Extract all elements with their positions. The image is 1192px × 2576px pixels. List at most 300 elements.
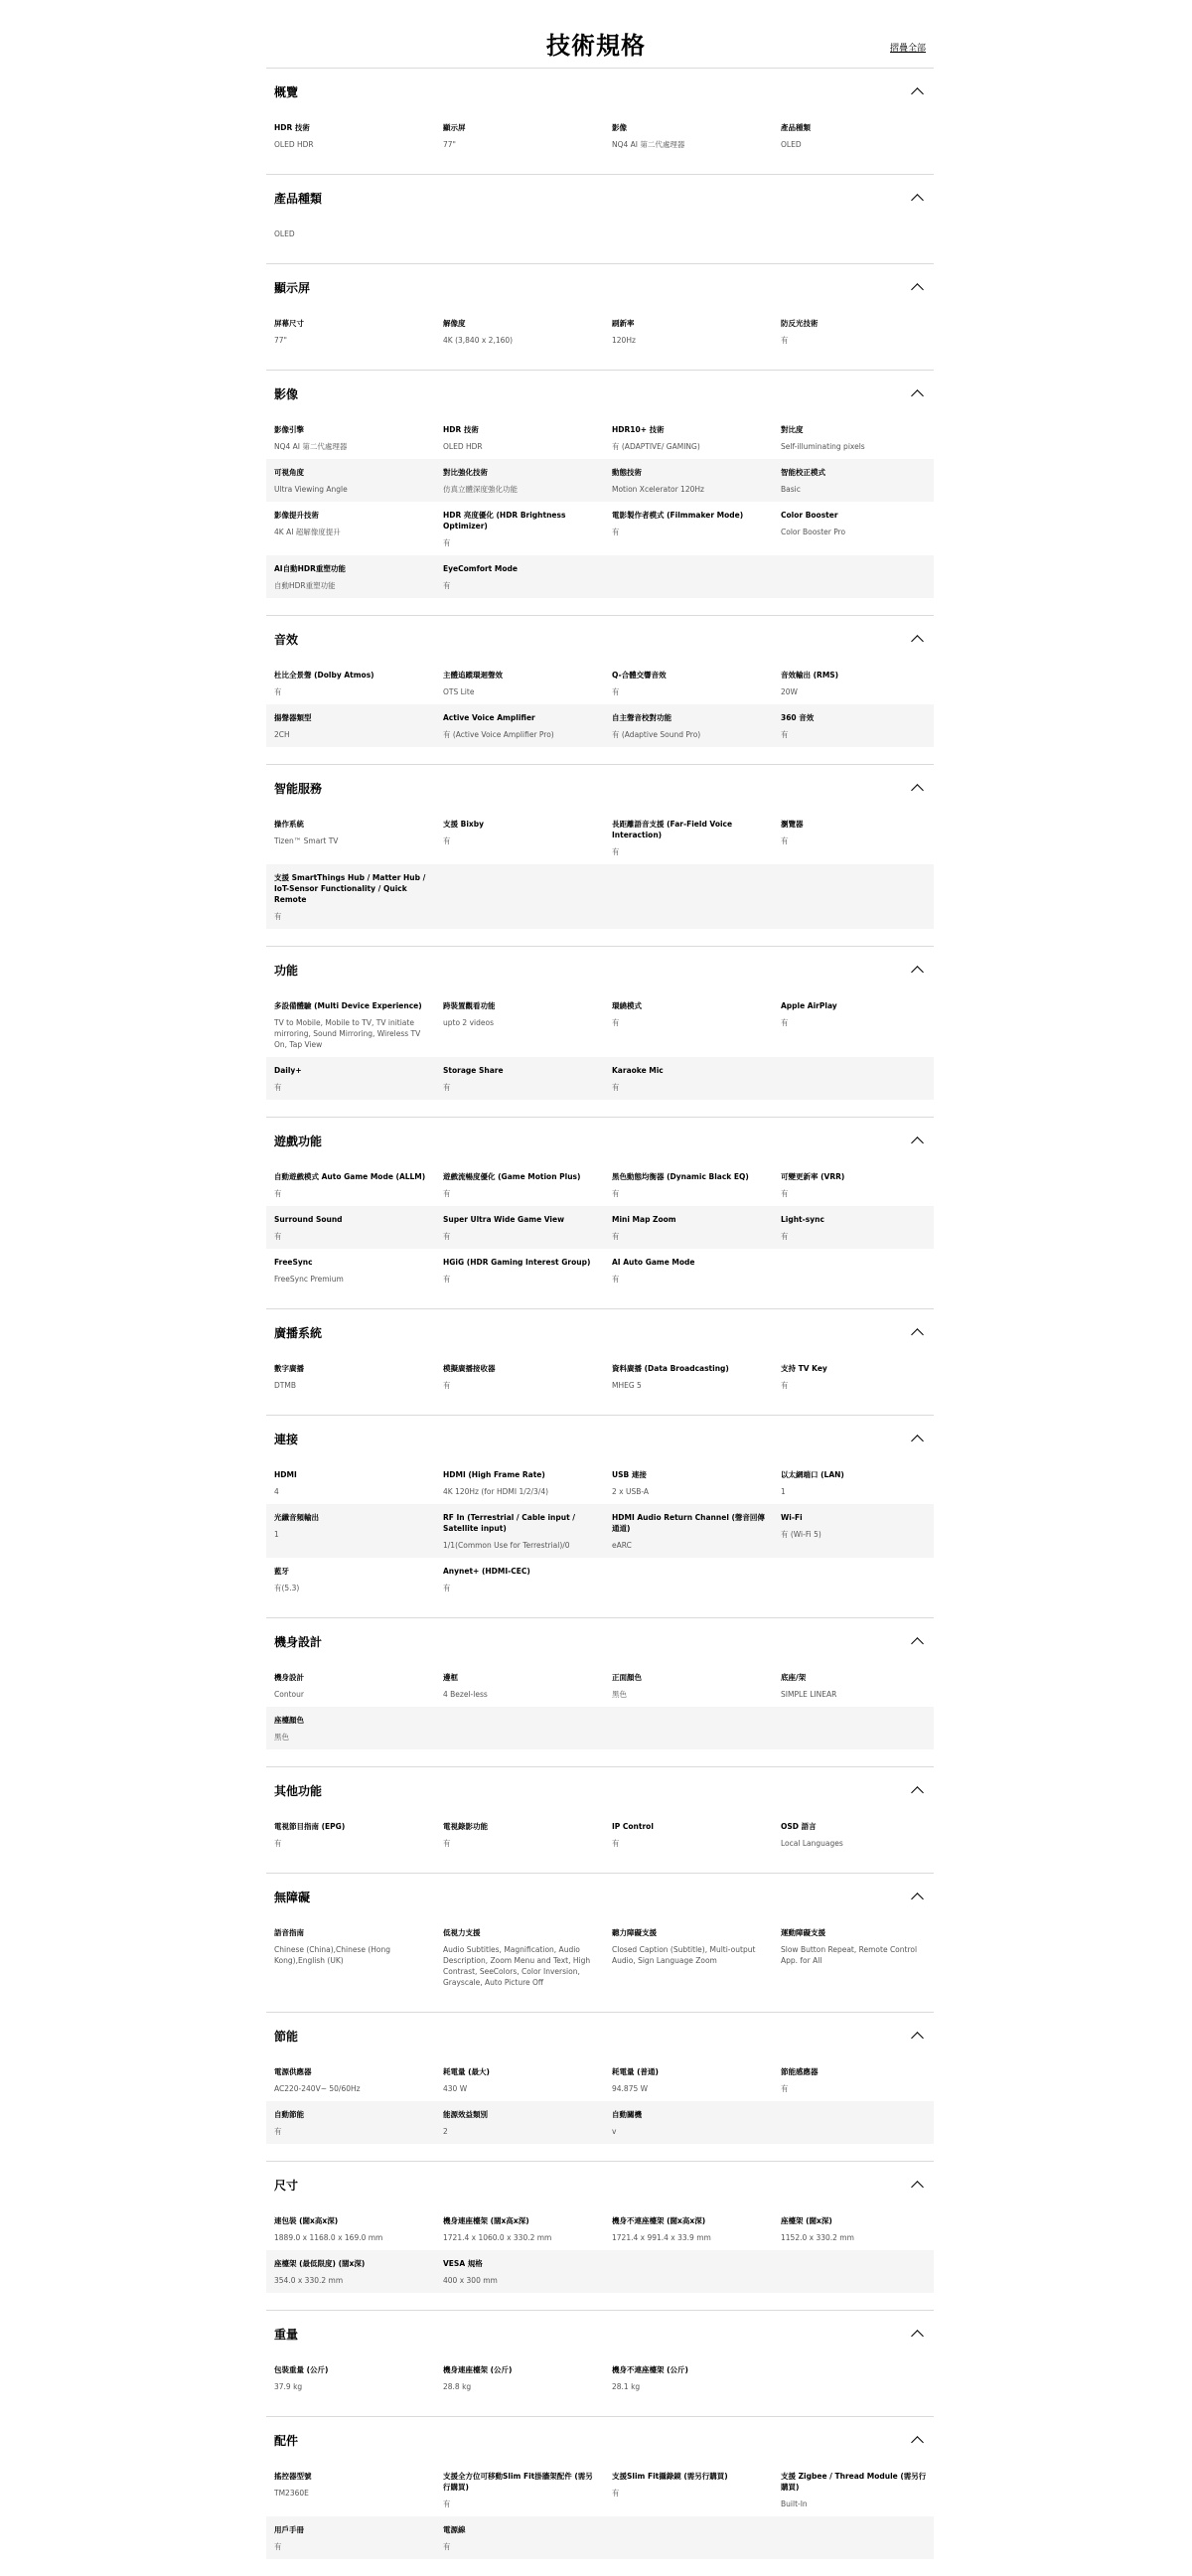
section-body (266, 114, 934, 174)
spec-label: 連包裝 (闊x高x深) (274, 2216, 339, 2225)
section-header[interactable] (266, 947, 934, 992)
spec-item (612, 318, 781, 346)
spec-value: Color Booster Pro (781, 528, 846, 536)
section-title: 連接 (274, 1432, 299, 1446)
spec-item (274, 1000, 443, 1050)
spec-value: 有 (781, 1381, 789, 1390)
spec-item (274, 1566, 443, 1593)
spec-value: 有 (Active Voice Amplifier Pro) (443, 730, 554, 739)
chevron-up-icon[interactable] (911, 283, 924, 296)
spec-item (274, 712, 443, 740)
spec-label: 電源供應器 (274, 2067, 312, 2076)
section-header[interactable] (266, 69, 934, 114)
page-title: 技術規格 (546, 32, 646, 60)
spec-section (266, 263, 934, 370)
spec-item (443, 1171, 612, 1199)
spec-item (781, 819, 942, 857)
spec-value: 1152.0 x 330.2 mm (781, 2233, 854, 2242)
spec-value: 77" (274, 336, 287, 345)
spec-label: 機身設計 (274, 1673, 304, 1682)
spec-value: 有 (274, 912, 282, 921)
spec-value: Closed Caption (Subtitle), Multi-output Audio, Sign Language Zoom (612, 1945, 756, 1965)
spec-label: EyeComfort Mode (443, 564, 518, 573)
section-body (266, 811, 934, 946)
spec-value: 有 (781, 336, 789, 345)
section-title: 顯示屏 (274, 280, 311, 295)
spec-value: OTS Lite (443, 687, 475, 696)
spec-value: 有 (443, 1839, 451, 1848)
spec-value: Ultra Viewing Angle (274, 485, 348, 494)
spec-label: 長距離語音支援 (Far-Field Voice Interaction) (612, 820, 733, 839)
spec-value: 有 (274, 2127, 282, 2136)
chevron-up-icon[interactable] (911, 1893, 924, 1905)
spec-value: 有 (612, 1018, 620, 1027)
spec-label: FreeSync (274, 1258, 313, 1267)
spec-item (612, 467, 781, 495)
spec-item (274, 1171, 443, 1199)
spec-item (443, 1927, 612, 1988)
spec-item (443, 1000, 612, 1050)
spec-label: HDR 亮度優化 (HDR Brightness Optimizer) (443, 511, 566, 530)
spec-value: 有 (Adaptive Sound Pro) (612, 730, 701, 739)
spec-item (612, 2364, 781, 2392)
section-body (266, 1461, 934, 1617)
spec-item (781, 1171, 942, 1199)
spec-section (266, 1766, 934, 1873)
spec-label: HGiG (HDR Gaming Interest Group) (443, 1258, 591, 1267)
chevron-up-icon[interactable] (911, 2330, 924, 2343)
spec-label: AI Auto Game Mode (612, 1258, 695, 1267)
spec-label: 搖控器型號 (274, 2472, 312, 2481)
spec-value: DTMB (274, 1381, 296, 1390)
spec-item (274, 2109, 443, 2137)
spec-item (612, 1214, 781, 1242)
spec-item (274, 819, 443, 857)
spec-item (612, 510, 781, 548)
spec-item (443, 1363, 612, 1391)
spec-value: 有 (781, 730, 789, 739)
chevron-up-icon[interactable] (911, 2032, 924, 2045)
section-header[interactable] (266, 2013, 934, 2058)
spec-value: 有 (443, 2500, 451, 2508)
section-header[interactable] (266, 1416, 934, 1461)
spec-item (612, 712, 781, 740)
spec-row (266, 1813, 934, 1856)
spec-value: 28.8 kg (443, 2382, 472, 2391)
spec-item (274, 467, 443, 495)
spec-item (781, 712, 942, 740)
section-body (266, 221, 934, 263)
spec-label: 電影製作者模式 (Filmmaker Mode) (612, 511, 744, 520)
spec-item (274, 228, 443, 239)
spec-value: OLED HDR (443, 442, 483, 451)
spec-value: OLED (274, 229, 295, 238)
spec-item (274, 1715, 443, 1743)
spec-label: 模擬廣播接收器 (443, 1364, 496, 1373)
spec-label: 屏幕尺寸 (274, 319, 304, 328)
spec-label: Super Ultra Wide Game View (443, 1215, 565, 1224)
spec-value: 有 (612, 528, 620, 536)
chevron-up-icon[interactable] (911, 87, 924, 100)
spec-section (266, 1308, 934, 1415)
collapse-all-link[interactable]: 摺疊全部 (889, 44, 926, 54)
section-header[interactable] (266, 2417, 934, 2463)
section-title: 智能服務 (274, 781, 323, 796)
spec-label: 環繞模式 (612, 1001, 642, 1010)
section-title: 功能 (274, 963, 299, 978)
spec-label: Light-sync (781, 1215, 824, 1224)
spec-value: 有 (443, 538, 451, 547)
spec-section (266, 2012, 934, 2161)
spec-row (266, 2250, 934, 2293)
chevron-up-icon[interactable] (911, 1328, 924, 1341)
spec-item (274, 510, 443, 548)
spec-section (266, 1415, 934, 1617)
chevron-up-icon[interactable] (911, 2181, 924, 2194)
spec-label: 語音指南 (274, 1928, 304, 1937)
spec-item (443, 1821, 612, 1849)
spec-value: 有 (781, 836, 789, 845)
spec-row (266, 2207, 934, 2250)
spec-row (266, 1249, 934, 1291)
spec-item (274, 872, 443, 922)
section-header[interactable] (266, 1309, 934, 1355)
spec-label: 對比強化技術 (443, 468, 488, 477)
spec-item (274, 1065, 443, 1093)
spec-label: 機身連座檯架 (公斤) (443, 2365, 513, 2374)
spec-item (443, 2471, 612, 2509)
section-title: 其他功能 (274, 1783, 323, 1798)
section-header[interactable] (266, 616, 934, 662)
spec-row (266, 1206, 934, 1249)
spec-value: 400 x 300 mm (443, 2276, 498, 2285)
spec-item (443, 1469, 612, 1497)
spec-value: Self-illuminating pixels (781, 442, 865, 451)
spec-label: 360 音效 (781, 713, 815, 722)
section-body (266, 416, 934, 615)
spec-value: 有 (274, 1232, 282, 1241)
spec-label: 電源線 (443, 2525, 466, 2534)
spec-label: 正面顏色 (612, 1673, 642, 1682)
spec-value: 有 (443, 1189, 451, 1198)
section-header[interactable] (266, 1874, 934, 1919)
spec-value: 黑色 (274, 1733, 289, 1742)
spec-item (443, 2215, 612, 2243)
spec-value: 有 (Wi-Fi 5) (781, 1530, 821, 1539)
spec-value: v (612, 2127, 617, 2136)
spec-value: TV to Mobile, Mobile to TV, TV initiate mirroring, Sound Mirroring, Wireless TV On, Tap View (274, 1018, 421, 1049)
spec-label: Storage Share (443, 1066, 504, 1075)
spec-item (443, 122, 612, 150)
spec-section (266, 764, 934, 946)
spec-label: HDMI (High Frame Rate) (443, 1470, 545, 1479)
spec-item (443, 2066, 612, 2094)
section-body (266, 2463, 934, 2576)
spec-item (612, 1065, 781, 1093)
spec-value: 有 (443, 1083, 451, 1092)
spec-value: 1 (274, 1530, 279, 1539)
spec-label: VESA 規格 (443, 2259, 483, 2268)
chevron-up-icon[interactable] (911, 1136, 924, 1149)
spec-value: 1721.4 x 1060.0 x 330.2 mm (443, 2233, 552, 2242)
section-header[interactable] (266, 371, 934, 416)
section-header[interactable] (266, 1767, 934, 1813)
spec-item (443, 819, 612, 857)
section-body (266, 1919, 934, 2012)
spec-label: 自主聲音校對功能 (612, 713, 671, 722)
spec-item (612, 1000, 781, 1050)
spec-item (612, 1672, 781, 1700)
spec-label: 數字廣播 (274, 1364, 304, 1373)
spec-value: 28.1 kg (612, 2382, 641, 2391)
spec-label: 光纖音頻輸出 (274, 1513, 319, 1522)
chevron-up-icon[interactable] (911, 966, 924, 979)
spec-item (443, 1566, 612, 1593)
spec-value: 黑色 (612, 1690, 627, 1699)
spec-value: 1721.4 x 991.4 x 33.9 mm (612, 2233, 711, 2242)
spec-item (781, 1821, 942, 1849)
chevron-up-icon[interactable] (911, 389, 924, 402)
spec-section (266, 2161, 934, 2310)
spec-row (266, 555, 934, 598)
section-body (266, 2207, 934, 2310)
spec-label: 底座/架 (781, 1673, 807, 1682)
spec-value: SIMPLE LINEAR (781, 1690, 837, 1699)
spec-label: 可視角度 (274, 468, 304, 477)
spec-label: HDMI (274, 1470, 297, 1479)
spec-row (266, 2101, 934, 2144)
section-header[interactable] (266, 175, 934, 221)
spec-row (266, 459, 934, 502)
spec-value: 有 (274, 2542, 282, 2551)
chevron-up-icon[interactable] (911, 1786, 924, 1799)
section-body (266, 662, 934, 764)
spec-item (612, 122, 781, 150)
spec-item (612, 1512, 781, 1551)
spec-label: 黑色動態均衡器 (Dynamic Black EQ) (612, 1172, 749, 1181)
spec-item (443, 2524, 612, 2552)
spec-item (274, 1512, 443, 1551)
spec-value: 4 (274, 1487, 279, 1496)
spec-section (266, 1117, 934, 1308)
spec-label: OSD 語言 (781, 1822, 817, 1831)
section-title: 機身設計 (274, 1634, 323, 1649)
spec-item (781, 2215, 942, 2243)
spec-label: 支持 TV Key (781, 1364, 827, 1373)
spec-value: OLED HDR (274, 140, 314, 149)
section-body (266, 1813, 934, 1873)
spec-item (274, 2066, 443, 2094)
spec-row (266, 2058, 934, 2101)
spec-item (612, 1171, 781, 1199)
chevron-up-icon[interactable] (911, 635, 924, 648)
spec-label: 對比度 (781, 425, 804, 434)
section-body (266, 310, 934, 370)
spec-label: 耗電量 (最大) (443, 2067, 490, 2076)
spec-value: 有 (443, 1584, 451, 1592)
section-header[interactable] (266, 1118, 934, 1163)
spec-value: Slow Button Repeat, Remote Control App. for All (781, 1945, 918, 1965)
spec-label: 顯示屏 (443, 123, 466, 132)
spec-value: 有 (443, 836, 451, 845)
spec-value: TM2360E (274, 2489, 309, 2498)
spec-item (781, 1214, 942, 1242)
spec-row (266, 704, 934, 747)
spec-row (266, 1057, 934, 1100)
spec-label: 杜比全景聲 (Dolby Atmos) (274, 671, 374, 680)
spec-item (781, 1672, 942, 1700)
spec-item (274, 1927, 443, 1988)
chevron-up-icon[interactable] (911, 1435, 924, 1447)
spec-label: 音效輸出 (RMS) (781, 671, 839, 680)
spec-item (781, 2471, 942, 2509)
spec-label: HDR10+ 技術 (612, 425, 665, 434)
spec-label: 支援 Zigbee / Thread Module (需另行購買) (781, 2472, 927, 2492)
spec-value: Local Languages (781, 1839, 843, 1848)
chevron-up-icon[interactable] (911, 784, 924, 797)
spec-item (612, 424, 781, 452)
spec-item (612, 1821, 781, 1849)
section-header[interactable] (266, 1618, 934, 1664)
spec-label: Q-合體交響音效 (612, 671, 667, 680)
spec-label: 刷新率 (612, 319, 635, 328)
spec-item (443, 318, 612, 346)
spec-item (443, 1512, 612, 1551)
spec-row (266, 811, 934, 864)
spec-label: Daily+ (274, 1066, 302, 1075)
spec-value: upto 2 videos (443, 1018, 494, 1027)
spec-label: 以太網端口 (LAN) (781, 1470, 844, 1479)
spec-label: 自動節能 (274, 2110, 304, 2119)
spec-value: 20W (781, 687, 798, 696)
spec-row (266, 114, 934, 157)
spec-label: 自動關機 (612, 2110, 642, 2119)
spec-label: 邊框 (443, 1673, 458, 1682)
spec-row (266, 221, 934, 246)
spec-value: 有 (612, 847, 620, 856)
spec-value: 4 Bezel-less (443, 1690, 488, 1699)
spec-label: 資料廣播 (Data Broadcasting) (612, 1364, 729, 1373)
section-body (266, 1664, 934, 1766)
chevron-up-icon[interactable] (911, 2436, 924, 2449)
spec-item (781, 1927, 942, 1988)
spec-item (443, 712, 612, 740)
spec-item (443, 510, 612, 548)
section-header[interactable] (266, 2162, 934, 2207)
chevron-up-icon[interactable] (911, 194, 924, 207)
spec-item (443, 1257, 612, 1285)
spec-row (266, 1355, 934, 1398)
spec-value: 77" (443, 140, 456, 149)
spec-item (443, 2109, 612, 2137)
section-header[interactable] (266, 765, 934, 811)
spec-value: AC220-240V~ 50/60Hz (274, 2084, 361, 2093)
spec-item (274, 1469, 443, 1497)
spec-value: 有 (274, 1083, 282, 1092)
spec-label: Active Voice Amplifier (443, 713, 535, 722)
spec-item (781, 318, 942, 346)
spec-label: 支援Slim Fit攝錄鏡 (需另行購買) (612, 2472, 728, 2481)
spec-row (266, 1461, 934, 1504)
spec-row (266, 310, 934, 353)
spec-row (266, 502, 934, 555)
spec-label: 支援 SmartThings Hub / Matter Hub / IoT-Sensor Functionality / Quick Remote (274, 873, 426, 904)
spec-value: 有 (612, 1275, 620, 1284)
spec-section (266, 174, 934, 263)
spec-value: NQ4 AI 第二代處理器 (612, 140, 685, 149)
section-header[interactable] (266, 2311, 934, 2356)
spec-label: Karaoke Mic (612, 1066, 664, 1075)
spec-item (443, 467, 612, 495)
spec-item (612, 1469, 781, 1497)
spec-label: 運動障礙支援 (781, 1928, 825, 1937)
spec-value: 自動HDR重塑功能 (274, 581, 336, 590)
spec-value: 有 (443, 2542, 451, 2551)
spec-item (274, 1672, 443, 1700)
spec-label: 揚聲器類型 (274, 713, 312, 722)
spec-row (266, 1558, 934, 1600)
spec-item (274, 1214, 443, 1242)
spec-label: 座檯架 (最低限度) (闊x深) (274, 2259, 366, 2268)
spec-label: Color Booster (781, 511, 838, 520)
spec-item (612, 2066, 781, 2094)
spec-section (266, 615, 934, 764)
spec-value: Audio Subtitles, Magnification, Audio Description, Zoom Menu and Text, High Contrast, SeeColors, Color Inversion, Grayscale, Auto Picture Off (443, 1945, 591, 1987)
spec-row (266, 1504, 934, 1558)
section-title: 遊戲功能 (274, 1134, 323, 1148)
spec-label: 自動遊戲模式 Auto Game Mode (ALLM) (274, 1172, 426, 1181)
spec-label: Anynet+ (HDMI-CEC) (443, 1567, 530, 1576)
spec-value: 1889.0 x 1168.0 x 169.0 mm (274, 2233, 383, 2242)
spec-value: OLED (781, 140, 802, 149)
spec-value: 仿真立體深度強化功能 (443, 485, 518, 494)
section-title: 重量 (274, 2327, 299, 2342)
spec-item (274, 2471, 443, 2509)
spec-item (274, 122, 443, 150)
spec-label: 產品種類 (781, 123, 811, 132)
spec-item (443, 1214, 612, 1242)
spec-label: 防反光技術 (781, 319, 819, 328)
chevron-up-icon[interactable] (911, 1637, 924, 1650)
spec-item (443, 670, 612, 697)
section-title: 尺寸 (274, 2178, 299, 2193)
spec-item (612, 2109, 781, 2137)
spec-value: 1/1(Common Use for Terrestrial)/0 (443, 1541, 570, 1550)
spec-item (612, 670, 781, 697)
spec-value: 有(5.3) (274, 1584, 300, 1592)
spec-label: 多設備體驗 (Multi Device Experience) (274, 1001, 422, 1010)
spec-item (274, 670, 443, 697)
spec-value: 2 (443, 2127, 448, 2136)
spec-label: 低視力支援 (443, 1928, 481, 1937)
spec-label: 座檯顏色 (274, 1716, 304, 1725)
spec-item (781, 122, 942, 150)
spec-value: MHEG 5 (612, 1381, 642, 1390)
spec-item (781, 510, 942, 548)
section-header[interactable] (266, 264, 934, 310)
section-title: 概覽 (274, 84, 299, 99)
section-title: 廣播系統 (274, 1325, 323, 1340)
spec-label: Wi-Fi (781, 1513, 803, 1522)
spec-section (266, 68, 934, 174)
spec-label: HDMI Audio Return Channel (聲音回傳通道) (612, 1513, 765, 1533)
spec-item (443, 424, 612, 452)
spec-label: 操作系統 (274, 820, 304, 829)
spec-label: USB 連接 (612, 1470, 647, 1479)
spec-item (274, 2258, 443, 2286)
spec-value: 有 (612, 2489, 620, 2498)
spec-value: 有 (781, 1018, 789, 1027)
